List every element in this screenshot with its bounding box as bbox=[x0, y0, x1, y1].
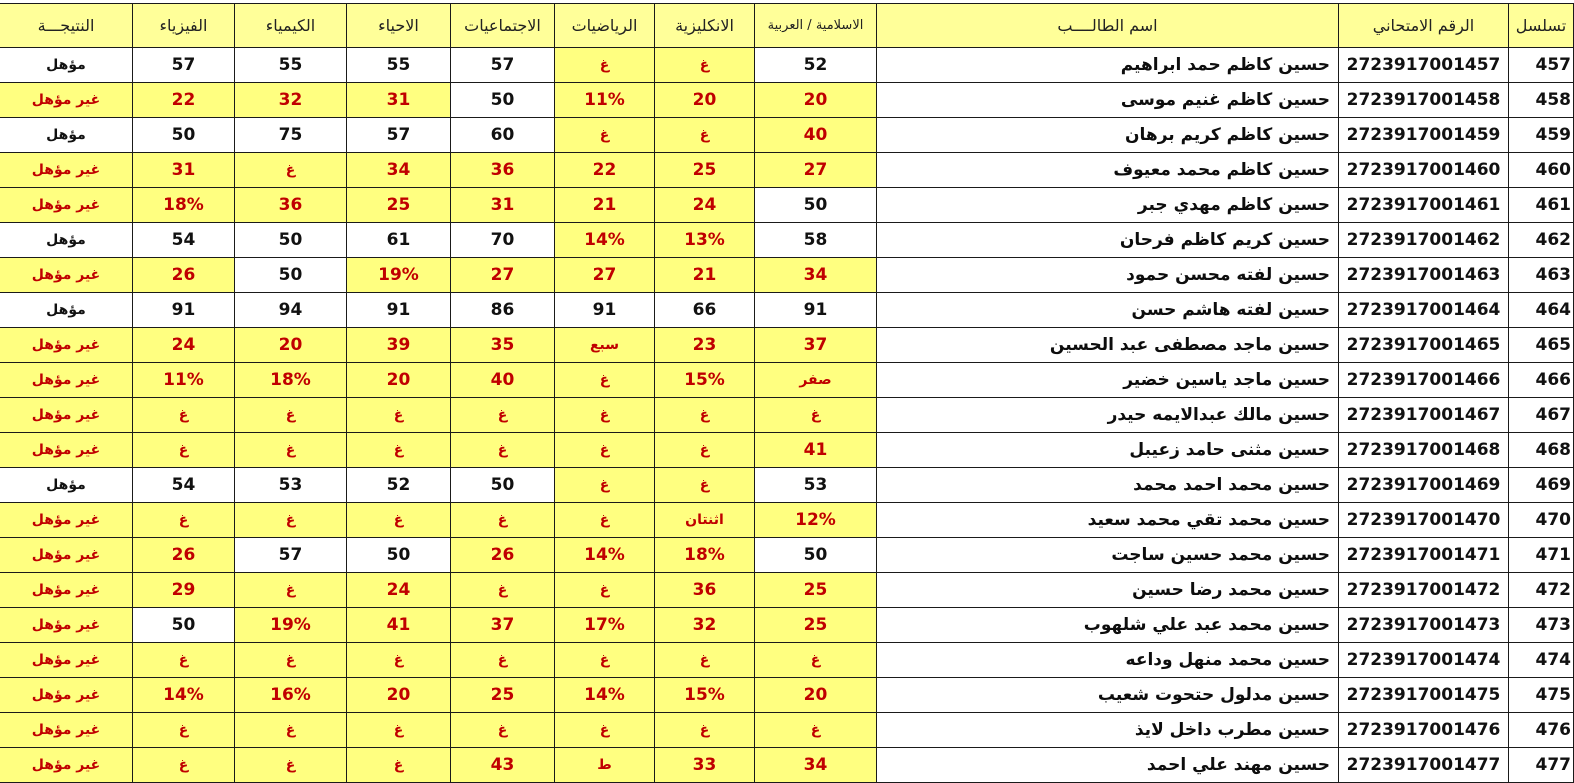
cell-islamic-arabic: 25 bbox=[755, 608, 877, 643]
cell-english: غ bbox=[655, 433, 755, 468]
cell-physics: غ bbox=[133, 398, 235, 433]
cell-math: غ bbox=[555, 433, 655, 468]
cell-chemistry: غ bbox=[235, 433, 347, 468]
table-row bbox=[0, 678, 1574, 713]
cell-islamic-arabic: صفر bbox=[755, 363, 877, 398]
cell-islamic-arabic: 34 bbox=[755, 258, 877, 293]
cell-chemistry: 19% bbox=[235, 608, 347, 643]
cell-exam-no: 2723917001462 bbox=[1339, 223, 1509, 258]
header-serial: تسلسل bbox=[1509, 4, 1574, 48]
table-row bbox=[0, 713, 1574, 748]
cell-name: حسين كاظم غنيم موسى bbox=[877, 83, 1339, 118]
table-row bbox=[0, 83, 1574, 118]
cell-chemistry: غ bbox=[235, 573, 347, 608]
cell-serial: 474 bbox=[1509, 643, 1574, 678]
cell-result: غير مؤهل bbox=[0, 83, 133, 118]
cell-biology: 20 bbox=[347, 363, 451, 398]
cell-serial: 461 bbox=[1509, 188, 1574, 223]
cell-biology: 55 bbox=[347, 48, 451, 83]
cell-social: غ bbox=[451, 433, 555, 468]
cell-physics: 26 bbox=[133, 538, 235, 573]
header-exam-number: الرقم الامتحاني bbox=[1339, 4, 1509, 48]
cell-islamic-arabic: 50 bbox=[755, 188, 877, 223]
cell-biology: 57 bbox=[347, 118, 451, 153]
cell-exam-no: 2723917001477 bbox=[1339, 748, 1509, 783]
cell-serial: 466 bbox=[1509, 363, 1574, 398]
cell-name: حسين مثنى حامد زعيبل bbox=[877, 433, 1339, 468]
cell-islamic-arabic: 37 bbox=[755, 328, 877, 363]
cell-name: حسين كاظم حمد ابراهيم bbox=[877, 48, 1339, 83]
cell-exam-no: 2723917001464 bbox=[1339, 293, 1509, 328]
cell-name: حسين مهند علي احمد bbox=[877, 748, 1339, 783]
cell-english: 15% bbox=[655, 678, 755, 713]
cell-result: غير مؤهل bbox=[0, 328, 133, 363]
cell-result: غير مؤهل bbox=[0, 503, 133, 538]
cell-english: 32 bbox=[655, 608, 755, 643]
cell-biology: غ bbox=[347, 643, 451, 678]
cell-biology: 50 bbox=[347, 538, 451, 573]
cell-exam-no: 2723917001457 bbox=[1339, 48, 1509, 83]
cell-math: غ bbox=[555, 573, 655, 608]
cell-social: 31 bbox=[451, 188, 555, 223]
cell-serial: 465 bbox=[1509, 328, 1574, 363]
header-physics: الفيزياء bbox=[133, 4, 235, 48]
cell-physics: 22 bbox=[133, 83, 235, 118]
cell-islamic-arabic: غ bbox=[755, 398, 877, 433]
cell-english: 13% bbox=[655, 223, 755, 258]
cell-chemistry: غ bbox=[235, 643, 347, 678]
cell-english: 36 bbox=[655, 573, 755, 608]
cell-math: ط bbox=[555, 748, 655, 783]
cell-name: حسين كريم كاظم فرحان bbox=[877, 223, 1339, 258]
table-row bbox=[0, 328, 1574, 363]
cell-chemistry: 18% bbox=[235, 363, 347, 398]
cell-math: غ bbox=[555, 643, 655, 678]
table-row bbox=[0, 188, 1574, 223]
table-row bbox=[0, 398, 1574, 433]
cell-social: غ bbox=[451, 503, 555, 538]
cell-social: 40 bbox=[451, 363, 555, 398]
cell-physics: 24 bbox=[133, 328, 235, 363]
cell-biology: 52 bbox=[347, 468, 451, 503]
table-row bbox=[0, 643, 1574, 678]
cell-social: 25 bbox=[451, 678, 555, 713]
cell-result: غير مؤهل bbox=[0, 608, 133, 643]
cell-social: غ bbox=[451, 643, 555, 678]
cell-biology: 25 bbox=[347, 188, 451, 223]
cell-english: غ bbox=[655, 643, 755, 678]
cell-result: غير مؤهل bbox=[0, 398, 133, 433]
cell-math: 14% bbox=[555, 678, 655, 713]
cell-serial: 467 bbox=[1509, 398, 1574, 433]
cell-exam-no: 2723917001476 bbox=[1339, 713, 1509, 748]
cell-result: غير مؤهل bbox=[0, 258, 133, 293]
cell-exam-no: 2723917001471 bbox=[1339, 538, 1509, 573]
cell-name: حسين مالك عبدالايمه حيدر bbox=[877, 398, 1339, 433]
cell-serial: 477 bbox=[1509, 748, 1574, 783]
cell-biology: 39 bbox=[347, 328, 451, 363]
cell-chemistry: غ bbox=[235, 398, 347, 433]
cell-english: 15% bbox=[655, 363, 755, 398]
cell-islamic-arabic: 41 bbox=[755, 433, 877, 468]
cell-chemistry: 94 bbox=[235, 293, 347, 328]
cell-name: حسين محمد منهل وداعه bbox=[877, 643, 1339, 678]
cell-result: مؤهل bbox=[0, 223, 133, 258]
cell-chemistry: 36 bbox=[235, 188, 347, 223]
cell-name: حسين لفته محسن حمود bbox=[877, 258, 1339, 293]
cell-serial: 459 bbox=[1509, 118, 1574, 153]
cell-physics: 31 bbox=[133, 153, 235, 188]
cell-social: 37 bbox=[451, 608, 555, 643]
cell-name: حسين محمد عبد علي شلهوب bbox=[877, 608, 1339, 643]
cell-serial: 469 bbox=[1509, 468, 1574, 503]
cell-math: غ bbox=[555, 398, 655, 433]
table-row bbox=[0, 573, 1574, 608]
cell-english: غ bbox=[655, 118, 755, 153]
cell-name: حسين محمد احمد محمد bbox=[877, 468, 1339, 503]
cell-physics: غ bbox=[133, 748, 235, 783]
cell-english: اثنتان bbox=[655, 503, 755, 538]
cell-name: حسين كاظم محمد معيوف bbox=[877, 153, 1339, 188]
header-row bbox=[0, 4, 1574, 48]
cell-biology: 24 bbox=[347, 573, 451, 608]
cell-islamic-arabic: 40 bbox=[755, 118, 877, 153]
cell-math: غ bbox=[555, 468, 655, 503]
cell-physics: 54 bbox=[133, 468, 235, 503]
cell-social: غ bbox=[451, 573, 555, 608]
cell-islamic-arabic: 27 bbox=[755, 153, 877, 188]
cell-serial: 468 bbox=[1509, 433, 1574, 468]
cell-math: 91 bbox=[555, 293, 655, 328]
cell-exam-no: 2723917001459 bbox=[1339, 118, 1509, 153]
cell-islamic-arabic: 20 bbox=[755, 83, 877, 118]
header-chemistry: الكيمياء bbox=[235, 4, 347, 48]
cell-physics: غ bbox=[133, 503, 235, 538]
cell-math: 22 bbox=[555, 153, 655, 188]
header-english: الانكليزية bbox=[655, 4, 755, 48]
cell-serial: 475 bbox=[1509, 678, 1574, 713]
table-row bbox=[0, 48, 1574, 83]
cell-social: 43 bbox=[451, 748, 555, 783]
cell-exam-no: 2723917001469 bbox=[1339, 468, 1509, 503]
cell-serial: 471 bbox=[1509, 538, 1574, 573]
cell-social: 35 bbox=[451, 328, 555, 363]
cell-biology: غ bbox=[347, 503, 451, 538]
header-islamic-arabic: الاسلامية / العربية bbox=[755, 4, 877, 48]
cell-math: 27 bbox=[555, 258, 655, 293]
header-math: الرياضيات bbox=[555, 4, 655, 48]
cell-english: 21 bbox=[655, 258, 755, 293]
header-result: النتيجـــة bbox=[0, 4, 133, 48]
cell-social: 57 bbox=[451, 48, 555, 83]
cell-result: غير مؤهل bbox=[0, 573, 133, 608]
cell-english: 23 bbox=[655, 328, 755, 363]
cell-result: مؤهل bbox=[0, 293, 133, 328]
cell-math: 21 bbox=[555, 188, 655, 223]
cell-english: 20 bbox=[655, 83, 755, 118]
cell-physics: 54 bbox=[133, 223, 235, 258]
cell-name: حسين لفته هاشم حسن bbox=[877, 293, 1339, 328]
cell-serial: 464 bbox=[1509, 293, 1574, 328]
cell-english: 18% bbox=[655, 538, 755, 573]
cell-biology: 34 bbox=[347, 153, 451, 188]
cell-math: غ bbox=[555, 48, 655, 83]
cell-math: غ bbox=[555, 503, 655, 538]
cell-biology: 91 bbox=[347, 293, 451, 328]
cell-biology: 31 bbox=[347, 83, 451, 118]
cell-english: غ bbox=[655, 48, 755, 83]
cell-islamic-arabic: غ bbox=[755, 643, 877, 678]
cell-serial: 460 bbox=[1509, 153, 1574, 188]
results-table bbox=[0, 3, 1574, 783]
cell-serial: 457 bbox=[1509, 48, 1574, 83]
cell-physics: 18% bbox=[133, 188, 235, 223]
table-row bbox=[0, 293, 1574, 328]
cell-biology: غ bbox=[347, 398, 451, 433]
cell-name: حسين محمد تقي محمد سعيد bbox=[877, 503, 1339, 538]
cell-physics: 11% bbox=[133, 363, 235, 398]
cell-exam-no: 2723917001467 bbox=[1339, 398, 1509, 433]
cell-exam-no: 2723917001474 bbox=[1339, 643, 1509, 678]
table-row bbox=[0, 363, 1574, 398]
cell-islamic-arabic: 58 bbox=[755, 223, 877, 258]
cell-exam-no: 2723917001460 bbox=[1339, 153, 1509, 188]
cell-exam-no: 2723917001472 bbox=[1339, 573, 1509, 608]
cell-islamic-arabic: 50 bbox=[755, 538, 877, 573]
cell-english: 33 bbox=[655, 748, 755, 783]
cell-chemistry: 75 bbox=[235, 118, 347, 153]
cell-math: 14% bbox=[555, 223, 655, 258]
cell-result: غير مؤهل bbox=[0, 153, 133, 188]
cell-result: غير مؤهل bbox=[0, 748, 133, 783]
cell-social: 86 bbox=[451, 293, 555, 328]
cell-math: 14% bbox=[555, 538, 655, 573]
cell-social: 50 bbox=[451, 83, 555, 118]
table-row bbox=[0, 503, 1574, 538]
cell-result: غير مؤهل bbox=[0, 643, 133, 678]
cell-chemistry: 16% bbox=[235, 678, 347, 713]
cell-biology: 61 bbox=[347, 223, 451, 258]
cell-serial: 476 bbox=[1509, 713, 1574, 748]
cell-chemistry: غ bbox=[235, 748, 347, 783]
cell-chemistry: غ bbox=[235, 153, 347, 188]
cell-math: غ bbox=[555, 363, 655, 398]
cell-exam-no: 2723917001465 bbox=[1339, 328, 1509, 363]
cell-math: غ bbox=[555, 118, 655, 153]
cell-name: حسين ماجد ياسين خضير bbox=[877, 363, 1339, 398]
table-row bbox=[0, 748, 1574, 783]
cell-physics: 91 bbox=[133, 293, 235, 328]
results-body bbox=[0, 48, 1574, 783]
header-student-name: اسم الطالــــب bbox=[877, 4, 1339, 48]
table-row bbox=[0, 468, 1574, 503]
cell-islamic-arabic: 12% bbox=[755, 503, 877, 538]
cell-physics: 14% bbox=[133, 678, 235, 713]
cell-result: غير مؤهل bbox=[0, 188, 133, 223]
cell-exam-no: 2723917001475 bbox=[1339, 678, 1509, 713]
cell-math: 17% bbox=[555, 608, 655, 643]
cell-name: حسين ماجد مصطفى عبد الحسين bbox=[877, 328, 1339, 363]
cell-social: 27 bbox=[451, 258, 555, 293]
cell-physics: 57 bbox=[133, 48, 235, 83]
cell-chemistry: 20 bbox=[235, 328, 347, 363]
cell-name: حسين مطرب داخل لايذ bbox=[877, 713, 1339, 748]
cell-chemistry: غ bbox=[235, 503, 347, 538]
cell-biology: غ bbox=[347, 433, 451, 468]
table-row bbox=[0, 118, 1574, 153]
table-row bbox=[0, 223, 1574, 258]
table-row bbox=[0, 608, 1574, 643]
cell-biology: غ bbox=[347, 713, 451, 748]
cell-biology: 19% bbox=[347, 258, 451, 293]
cell-name: حسين مدلول حتحوت شعيب bbox=[877, 678, 1339, 713]
cell-chemistry: غ bbox=[235, 713, 347, 748]
cell-social: 70 bbox=[451, 223, 555, 258]
cell-result: غير مؤهل bbox=[0, 433, 133, 468]
cell-islamic-arabic: غ bbox=[755, 713, 877, 748]
cell-social: 26 bbox=[451, 538, 555, 573]
cell-social: 60 bbox=[451, 118, 555, 153]
cell-result: غير مؤهل bbox=[0, 678, 133, 713]
cell-physics: 50 bbox=[133, 608, 235, 643]
cell-serial: 473 bbox=[1509, 608, 1574, 643]
cell-serial: 463 bbox=[1509, 258, 1574, 293]
cell-social: 36 bbox=[451, 153, 555, 188]
cell-result: مؤهل bbox=[0, 118, 133, 153]
cell-exam-no: 2723917001458 bbox=[1339, 83, 1509, 118]
cell-result: غير مؤهل bbox=[0, 363, 133, 398]
cell-english: 25 bbox=[655, 153, 755, 188]
cell-social: غ bbox=[451, 713, 555, 748]
cell-islamic-arabic: 91 bbox=[755, 293, 877, 328]
cell-islamic-arabic: 25 bbox=[755, 573, 877, 608]
cell-chemistry: 57 bbox=[235, 538, 347, 573]
cell-chemistry: 53 bbox=[235, 468, 347, 503]
cell-islamic-arabic: 53 bbox=[755, 468, 877, 503]
cell-chemistry: 50 bbox=[235, 258, 347, 293]
cell-physics: غ bbox=[133, 713, 235, 748]
cell-english: 66 bbox=[655, 293, 755, 328]
table-row bbox=[0, 433, 1574, 468]
cell-islamic-arabic: 20 bbox=[755, 678, 877, 713]
cell-exam-no: 2723917001461 bbox=[1339, 188, 1509, 223]
cell-physics: 50 bbox=[133, 118, 235, 153]
cell-name: حسين كاظم كريم برهان bbox=[877, 118, 1339, 153]
cell-social: 50 bbox=[451, 468, 555, 503]
cell-chemistry: 50 bbox=[235, 223, 347, 258]
cell-name: حسين محمد رضا حسين bbox=[877, 573, 1339, 608]
cell-chemistry: 32 bbox=[235, 83, 347, 118]
cell-exam-no: 2723917001473 bbox=[1339, 608, 1509, 643]
cell-serial: 458 bbox=[1509, 83, 1574, 118]
cell-name: حسين كاظم مهدي جبر bbox=[877, 188, 1339, 223]
header-social-studies: الاجتماعيات bbox=[451, 4, 555, 48]
cell-math: غ bbox=[555, 713, 655, 748]
cell-physics: 29 bbox=[133, 573, 235, 608]
cell-biology: 41 bbox=[347, 608, 451, 643]
cell-result: غير مؤهل bbox=[0, 538, 133, 573]
header-biology: الاحياء bbox=[347, 4, 451, 48]
cell-name: حسين محمد حسين ساجت bbox=[877, 538, 1339, 573]
cell-islamic-arabic: 34 bbox=[755, 748, 877, 783]
cell-serial: 462 bbox=[1509, 223, 1574, 258]
cell-social: غ bbox=[451, 398, 555, 433]
cell-english: غ bbox=[655, 468, 755, 503]
cell-exam-no: 2723917001466 bbox=[1339, 363, 1509, 398]
table-row bbox=[0, 258, 1574, 293]
cell-chemistry: 55 bbox=[235, 48, 347, 83]
cell-result: غير مؤهل bbox=[0, 713, 133, 748]
cell-exam-no: 2723917001470 bbox=[1339, 503, 1509, 538]
cell-result: مؤهل bbox=[0, 468, 133, 503]
cell-serial: 472 bbox=[1509, 573, 1574, 608]
cell-english: 24 bbox=[655, 188, 755, 223]
cell-serial: 470 bbox=[1509, 503, 1574, 538]
table-row bbox=[0, 153, 1574, 188]
table-row bbox=[0, 538, 1574, 573]
cell-islamic-arabic: 52 bbox=[755, 48, 877, 83]
cell-math: سبع bbox=[555, 328, 655, 363]
cell-exam-no: 2723917001468 bbox=[1339, 433, 1509, 468]
cell-english: غ bbox=[655, 398, 755, 433]
cell-result: مؤهل bbox=[0, 48, 133, 83]
cell-physics: غ bbox=[133, 433, 235, 468]
cell-math: 11% bbox=[555, 83, 655, 118]
cell-biology: غ bbox=[347, 748, 451, 783]
cell-english: غ bbox=[655, 713, 755, 748]
cell-biology: 20 bbox=[347, 678, 451, 713]
cell-exam-no: 2723917001463 bbox=[1339, 258, 1509, 293]
cell-physics: 26 bbox=[133, 258, 235, 293]
cell-physics: غ bbox=[133, 643, 235, 678]
